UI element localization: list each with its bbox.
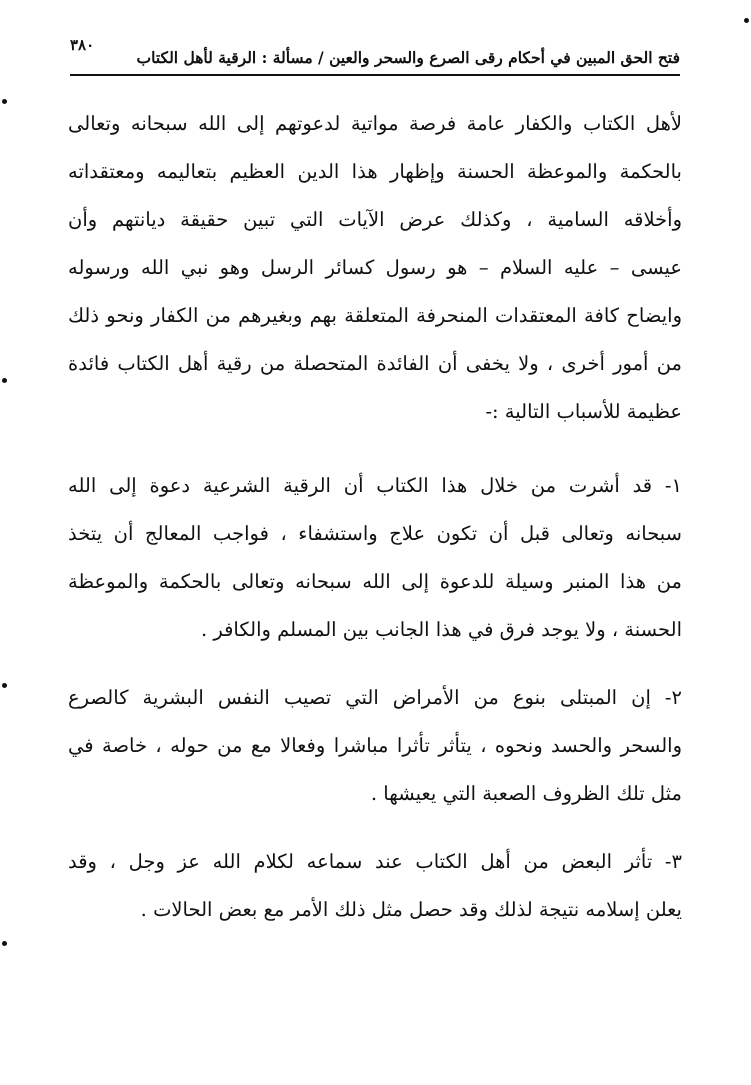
text-line: ٢- إن المبتلى بنوع من الأمراض التي تصيب النفس البشرية كالصرع [68, 686, 682, 709]
numbered-item-3 [68, 838, 682, 934]
text-line: الحسنة ، ولا يوجد فرق في هذا الجانب بين المسلم والكافر . [200, 618, 682, 641]
text-line: عيسى – عليه السلام – هو رسول كسائر الرسل وهو نبي الله ورسوله [68, 256, 682, 279]
margin-dot [2, 99, 7, 104]
text-line: ٣- تأثر البعض من أهل الكتاب عند سماعه لكلام الله عز وجل ، وقد [68, 850, 682, 873]
page-number: ٣٨٠ [70, 36, 95, 54]
margin-dot [744, 18, 749, 23]
text-line: يعلن إسلامه نتيجة لذلك وقد حصل مثل ذلك الأمر مع بعض الحالات . [140, 898, 682, 921]
margin-dot [2, 378, 7, 383]
text-line: من هذا المنبر وسيلة للدعوة إلى الله سبحانه وتعالى بالحكمة والموعظة [68, 570, 682, 593]
page-header [70, 34, 680, 76]
text-line: وأخلاقه السامية ، وكذلك عرض الآيات التي تبين حقيقة ديانتهم وأن [68, 208, 682, 231]
text-line: ١- قد أشرت من خلال هذا الكتاب أن الرقية الشرعية دعوة إلى الله [68, 474, 682, 497]
text-line: وايضاح كافة المعتقدات المنحرفة المتعلقة بهم وبغيرهم من الكفار ونحو ذلك [68, 304, 682, 327]
header-rule [70, 74, 680, 76]
margin-dot [2, 941, 7, 946]
text-line: لأهل الكتاب والكفار عامة فرصة مواتية لدعوتهم إلى الله سبحانه وتعالى [68, 112, 682, 135]
text-line: سبحانه وتعالى قبل أن تكون علاج واستشفاء ، فواجب المعالج أن يتخذ [68, 522, 682, 545]
intro-paragraph [68, 100, 682, 436]
text-line: بالحكمة والموعظة الحسنة وإظهار هذا الدين العظيم بتعاليمه ومعتقداته [68, 160, 682, 183]
numbered-item-2 [68, 674, 682, 818]
text-line: من أمور أخرى ، ولا يخفى أن الفائدة المتحصلة من رقية أهل الكتاب فائدة [68, 352, 682, 375]
numbered-item-1 [68, 462, 682, 654]
margin-dot [2, 683, 7, 688]
running-title: فتح الحق المبين في أحكام رقى الصرع والسحر والعين / مسألة : الرقية لأهل الكتاب [136, 48, 680, 67]
text-line: مثل تلك الظروف الصعبة التي يعيشها . [370, 782, 682, 805]
text-line: والسحر والحسد ونحوه ، يتأثر تأثرا مباشرا وفعالا مع من حوله ، خاصة في [68, 734, 682, 757]
text-line: عظيمة للأسباب التالية :- [485, 400, 682, 423]
